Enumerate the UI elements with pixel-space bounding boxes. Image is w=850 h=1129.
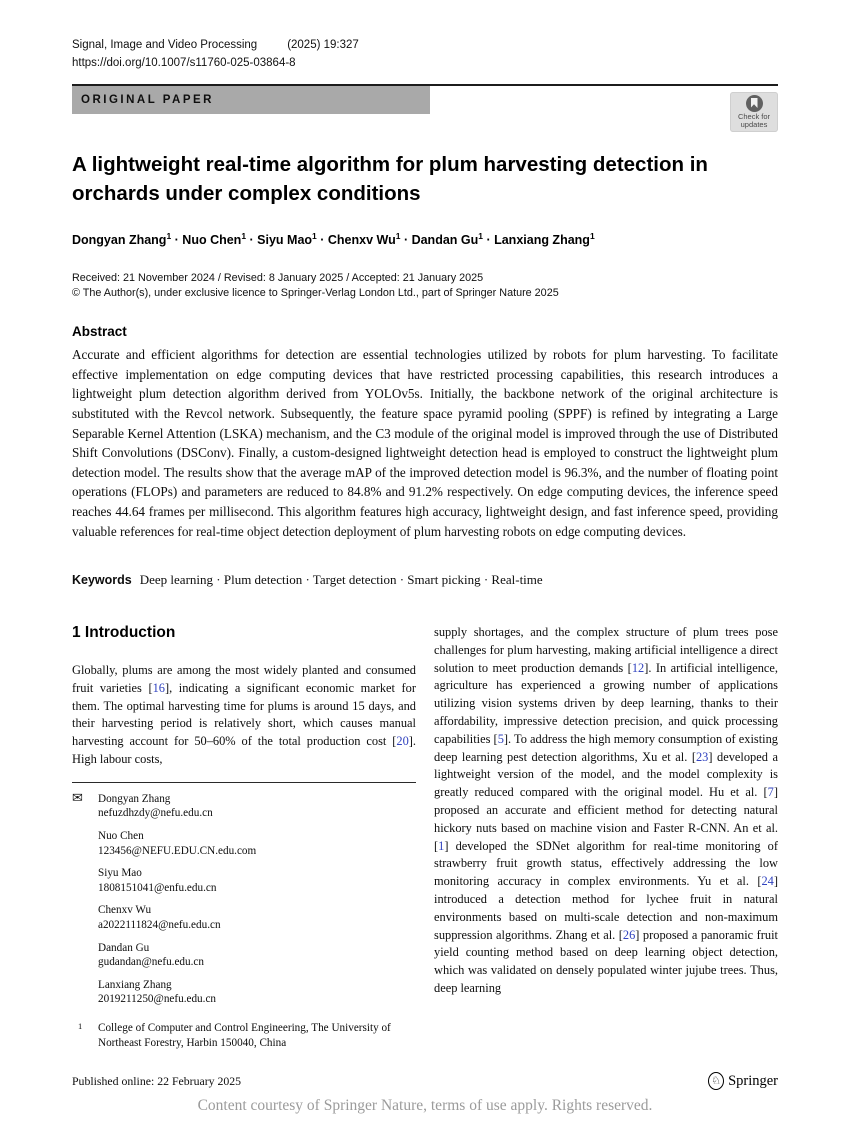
received-revised-accepted: Received: 21 November 2024 / Revised: 8 January 2025 / Accepted: 21 January 2025 xyxy=(72,272,484,285)
journal-name: Signal, Image and Video Processing xyxy=(72,39,258,51)
keywords-list: Deep learning · Plum detection · Target detection · Smart picking · Real-time xyxy=(139,572,543,588)
intro-paragraph-right: supply shortages, and the complex structure of plum trees pose challenges for plum harvesting, making artificial intelligence a direct solution to meet production demands [12]. In artificial intelligence, agriculture has experienced a growing number of applications utilizing vision systems driven by deep learning, thanks to their affordability, impressive detection precision, and quick processing capabilities [5]. To address the high memory consumption of existing deep learning pest detection algorithms, Xu et al. [23] developed a lightweight version of the model, and the model complexity is greatly reduced compared with the original model. Hu et al. [7] proposed an accurate and efficient method for detecting natural hickory nuts based on machine vision and Faster R-CNN. An et al. [1] developed the SDNet algorithm for real-time monitoring of strawberry fruit growth status, effectively addressing the low monitoring accuracy in complex environments. Yu et al. [24] introduced a detection method for lychee fruit in natural environments based on multi-scale detection and non-maximum suppression algorithms. Zhang et al. [26] proposed a panoramic fruit yield counting method based on deep learning object detection, which was validated on densely populated winter jujube trees. Thus, deep learning xyxy=(434,625,778,996)
citation-link[interactable]: 16 xyxy=(152,680,165,695)
check-for-updates-button[interactable] xyxy=(730,92,778,132)
correspondence-entry xyxy=(72,789,416,821)
author-affil-sup: 1 xyxy=(478,231,483,241)
author-list xyxy=(72,231,778,247)
citation-link[interactable]: 23 xyxy=(695,749,709,764)
author-affil-sup: 1 xyxy=(312,231,317,241)
correspondent-email[interactable]: gudandan@nefu.edu.cn xyxy=(98,956,204,969)
left-column xyxy=(72,624,416,1050)
bookmark-icon xyxy=(751,98,758,108)
author xyxy=(246,233,317,247)
citation-link[interactable]: 26 xyxy=(622,927,636,942)
keywords-label: Keywords xyxy=(72,573,132,588)
author-affil-sup: 1 xyxy=(241,231,247,241)
correspondent-name: Chenxv Wu xyxy=(98,904,152,917)
author xyxy=(72,233,171,247)
citation-link[interactable]: 1 xyxy=(438,838,445,853)
check-updates-line1: Check for xyxy=(737,111,771,121)
journal-header xyxy=(72,38,778,53)
citation-link[interactable]: 7 xyxy=(767,785,774,800)
check-updates-line2: updates xyxy=(740,120,768,129)
author xyxy=(171,233,246,247)
article-type-banner: ORIGINAL PAPER xyxy=(72,86,430,114)
author-affil-sup: 1 xyxy=(395,231,401,241)
correspondent-name: Dongyan Zhang xyxy=(98,792,171,805)
volume-citation: (2025) 19:327 xyxy=(287,39,359,51)
author-name: Chenxv Wu xyxy=(327,233,396,248)
author-affil-sup: 1 xyxy=(166,231,172,241)
published-online: Published online: 22 February 2025 xyxy=(72,1073,242,1088)
author xyxy=(483,233,595,247)
correspondent-name: Dandan Gu xyxy=(98,941,150,954)
section-heading-introduction: 1 Introduction xyxy=(72,624,176,642)
author xyxy=(400,233,483,247)
check-updates-label xyxy=(738,113,770,130)
author-affil-sup: 1 xyxy=(589,231,595,241)
author-name: Siyu Mao xyxy=(257,233,313,248)
citation-link[interactable]: 5 xyxy=(497,731,504,746)
correspondent-email[interactable]: a2022111824@nefu.edu.cn xyxy=(98,919,221,932)
footnote-block xyxy=(72,782,416,1050)
crossmark-icon xyxy=(746,95,763,112)
intro-paragraph-left: Globally, plums are among the most widely planted and consumed fruit varieties [16], indicating a significant economic market for them. The optimal harvesting time for plums is around 15 days, and their harvesting period is relatively short, which causes manual harvesting account for 50–60% of the total production cost [20]. High labour costs, xyxy=(72,663,416,767)
citation-link[interactable]: 12 xyxy=(631,660,645,675)
correspondence-entry xyxy=(72,903,416,932)
correspondence-entry xyxy=(72,978,416,1007)
affiliation-text: College of Computer and Control Engineering, The University of Northeast Forestry, Harbin 150040, China xyxy=(98,1022,391,1049)
publication-footer-row xyxy=(72,1072,778,1090)
banner-row xyxy=(72,86,778,129)
author xyxy=(317,233,401,247)
correspondent-email[interactable]: 2019211250@nefu.edu.cn xyxy=(98,993,217,1006)
content-courtesy-notice: Content courtesy of Springer Nature, terms of use apply. Rights reserved. xyxy=(197,1097,653,1114)
doi-link[interactable]: https://doi.org/10.1007/s11760-025-03864-8 xyxy=(72,57,296,69)
article-history xyxy=(72,271,778,300)
springer-logo xyxy=(708,1072,778,1090)
citation-link[interactable]: 20 xyxy=(396,734,409,749)
author-name: Nuo Chen xyxy=(182,233,242,248)
keywords-line xyxy=(72,572,778,588)
author-name: Dandan Gu xyxy=(411,233,479,248)
article-title: A lightweight real-time algorithm for plum harvesting detection in orchards under complex conditions xyxy=(72,153,708,205)
affiliation-footnote xyxy=(72,1021,416,1050)
two-column-body xyxy=(72,624,778,1050)
copyright-line: © The Author(s), under exclusive licence to Springer-Verlag London Ltd., part of Springer Nature 2025 xyxy=(72,286,559,299)
author-name: Lanxiang Zhang xyxy=(494,233,590,248)
affiliation-marker: 1 xyxy=(78,1021,83,1031)
correspondent-name: Siyu Mao xyxy=(98,867,142,880)
springer-wordmark: Springer xyxy=(728,1072,778,1089)
correspondence-entry xyxy=(72,866,416,895)
author-name: Dongyan Zhang xyxy=(72,233,167,248)
correspondent-name: Lanxiang Zhang xyxy=(98,978,172,991)
correspondent-email[interactable]: nefuzdhzdy@nefu.edu.cn xyxy=(98,807,213,820)
citation-link[interactable]: 24 xyxy=(761,874,774,889)
correspondent-name: Nuo Chen xyxy=(98,830,144,843)
envelope-icon: ✉ xyxy=(72,789,83,805)
abstract-heading: Abstract xyxy=(72,324,127,340)
correspondence-entry xyxy=(72,829,416,858)
right-column xyxy=(434,624,778,1050)
abstract-text: Accurate and efficient algorithms for detection are essential technologies utilized by robots for plum harvesting. To facilitate effective implementation on edge computing devices that have restricted processing capabilities, this research introduces a lightweight plum detection algorithm derived from YOLOv5s. Initially, the backbone network of the original architecture is substituted with the Revcol network. Subsequently, the feature space pyramid pooling (SPPF) is refined by integrating a Large Separable Kernel Attention (LSKA) mechanism, and the C3 module of the original model is improved through the use of Distributed Shift Convolutions (DSConv). Finally, a custom-designed lightweight detection head is employed to construct the lightweight plum detection model. The results show that the average mAP of the improved detection model is 96.3%, and the number of floating point operations (FLOPs) and parameters are reduced to 84.8% and 91.2% respectively. On edge computing devices, the inference speed reaches 44.64 frames per millisecond. This algorithm features high accuracy, lightweight design, and fast inference speed, providing valuable references for real-time object detection deployment of plum harvesting robots on edge computing devices. xyxy=(72,347,778,539)
springer-horse-icon: ♘ xyxy=(708,1072,724,1090)
correspondent-email[interactable]: 123456@NEFU.EDU.CN.edu.com xyxy=(98,844,257,857)
correspondence-entry xyxy=(72,941,416,970)
correspondent-email[interactable]: 1808151041@enfu.edu.cn xyxy=(98,881,217,894)
